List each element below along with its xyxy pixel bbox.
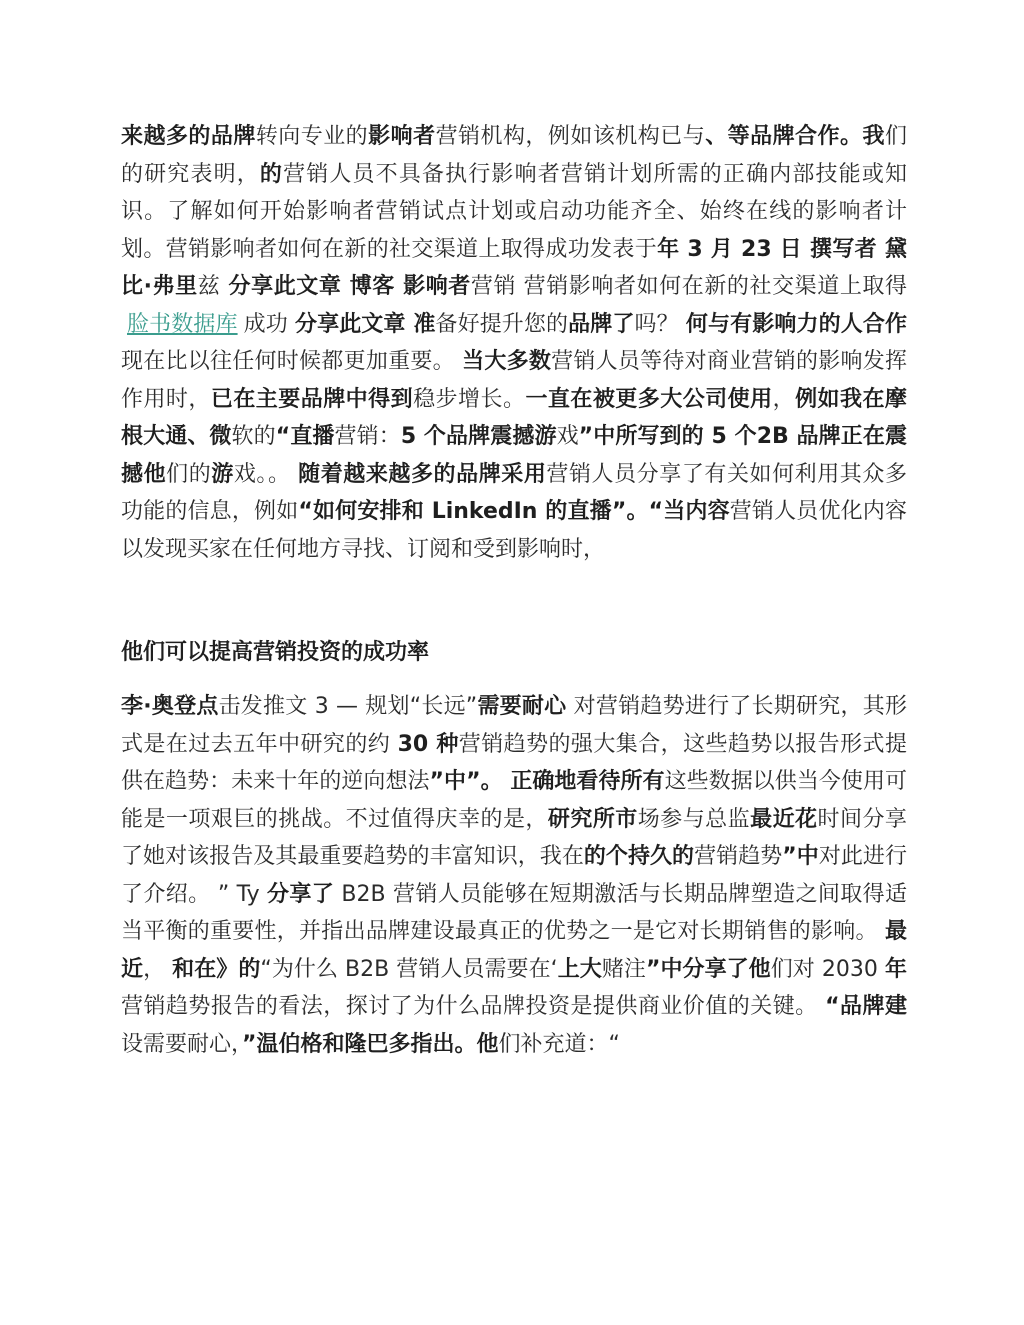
text-run: 击发推文 3 — 规划“长远” bbox=[218, 694, 478, 719]
text-run: 时间分享了她对该报告及其最重要趋势的丰富知识，我在 bbox=[121, 806, 907, 869]
bold-text-run: 的 bbox=[259, 161, 284, 187]
bold-text-run: 研究所市 bbox=[547, 806, 638, 832]
text-run: 转向专业的 bbox=[255, 124, 369, 149]
bold-text-run: 上大 bbox=[557, 956, 602, 982]
text-run: 营销趋势报告的看法，探讨了为什么品牌投资是提供商业价值的关键。 bbox=[121, 994, 826, 1019]
text-run: B2B 营销人员能够在短期激活与长期品牌塑造之间取得适当平衡的重要性，并指出品牌建设最真正的优势之一是它对长期销售的影响。 bbox=[121, 881, 907, 944]
bold-text-run: 已在主要品牌中得到 bbox=[210, 386, 414, 412]
bold-text-run: 品牌了 bbox=[568, 311, 635, 337]
bold-text-run: ”中所写到的 5 个2B 品牌正在震撼他 bbox=[121, 424, 907, 487]
text-run: 营销趋势 bbox=[694, 844, 783, 869]
text-run: 们的 bbox=[166, 461, 212, 487]
text-run: 兹 bbox=[197, 274, 221, 299]
text-run: 吗？ bbox=[634, 311, 686, 337]
text-run: 对此进行了介绍。 ” Ty bbox=[121, 844, 907, 907]
text-run: 营销人员优化内容以发现买家在任何地方寻找、订阅和受到影响时， bbox=[121, 499, 907, 562]
bold-text-run: ”中分享了他 bbox=[645, 956, 771, 982]
text-run: 营销： bbox=[334, 424, 401, 449]
bold-text-run: 分享此文章 准 bbox=[294, 311, 436, 337]
inline-link[interactable]: 脸书数据库 bbox=[127, 311, 238, 337]
document-page bbox=[121, 118, 907, 1063]
bold-text-run: 一直在被更多大公司使用 bbox=[525, 386, 773, 412]
bold-text-run: 年 bbox=[884, 956, 907, 982]
bold-text-run: 影响者 bbox=[368, 124, 436, 149]
text-run: 戏 bbox=[556, 424, 579, 449]
bold-text-run: ”中”。 正确地看待所有 bbox=[429, 769, 665, 794]
bold-text-run: “品牌建 bbox=[825, 994, 908, 1019]
bold-text-run: 需要耐心 bbox=[477, 694, 567, 719]
bold-text-run: ”温伯格和隆巴多指出。他 bbox=[242, 1031, 499, 1057]
text-run: 赌注 bbox=[601, 956, 646, 982]
bold-text-run: 分享此文章 博客 影响者 bbox=[220, 274, 471, 299]
bold-text-run: 何与有影响力的人合作 bbox=[685, 311, 907, 337]
text-run: 对营销趋势进行了长期研究，其形式是在过去五年中研究的约 bbox=[121, 694, 907, 757]
bold-text-run: ”中 bbox=[782, 844, 819, 869]
text-run: 们的研究表明， bbox=[121, 124, 907, 187]
text-run: 营销人员等待对商业营销的影响发挥作用时， bbox=[121, 349, 907, 412]
text-run: 们对 2030 bbox=[770, 956, 885, 982]
bold-text-run: 最近 bbox=[121, 919, 907, 982]
text-run: ， bbox=[772, 386, 796, 412]
bold-text-run: 年 3 月 23 日 撰写者 黛比·弗里 bbox=[121, 236, 907, 299]
text-run: ， bbox=[143, 956, 173, 982]
bold-text-run: “如何安排和 LinkedIn 的直播”。“当内容 bbox=[298, 499, 730, 524]
text-run: 营销人员不具备执行影响者营销计划所需的正确内部技能或知识。了解如何开始影响者营销试点计划或启动功能齐全、始终在线的影响者计划。营销影响者如何在新的社交渠道上取得成功发表于 bbox=[121, 161, 907, 262]
text-run: 场参与总监 bbox=[637, 806, 751, 832]
text-run: 成功 bbox=[243, 311, 295, 337]
text-run: 软的 bbox=[231, 424, 276, 449]
bold-text-run: 游 bbox=[211, 461, 234, 487]
text-run: 戏。。 bbox=[233, 461, 299, 487]
text-run: 营销趋势的强大集合，这些趋势以报告形式提供在趋势：未来十年的逆向想法 bbox=[121, 731, 907, 794]
text-run: 这些数据以供当今使用可能是一项艰巨的挑战。不过值得庆幸的是， bbox=[121, 769, 907, 832]
body-paragraph-1 bbox=[121, 118, 907, 568]
text-run: 营销 营销影响者如何在新的社交渠道上取得 bbox=[470, 274, 907, 299]
bold-text-run: 随着越来越多的品牌采用 bbox=[298, 461, 547, 487]
text-run: “为什么 B2B 营销人员需要在‘ bbox=[260, 956, 558, 982]
bold-text-run: 例如我在摩根大通、微 bbox=[121, 386, 907, 449]
text-run: 设需要耐心， bbox=[121, 1031, 243, 1057]
text-run: 备好提升您的 bbox=[435, 311, 569, 337]
bold-text-run: 的个持久的 bbox=[583, 844, 695, 869]
bold-text-run: 当大多数 bbox=[462, 349, 552, 374]
text-run: 稳步增长。 bbox=[413, 386, 526, 412]
text-run: 们补充道：“ bbox=[498, 1031, 620, 1057]
bold-text-run: 来越多的品牌 bbox=[121, 124, 256, 149]
bold-text-run: 最近花 bbox=[750, 806, 818, 832]
bold-text-run: 和在》的 bbox=[172, 956, 261, 982]
bold-text-run: “直播 bbox=[275, 424, 335, 449]
text-run: 营销机构，例如该机构已与 bbox=[435, 124, 706, 149]
bold-text-run: 李·奥登点 bbox=[121, 694, 219, 719]
text-run: 现在比以往任何时候都更加重要。 bbox=[121, 349, 463, 374]
bold-text-run: 、等品牌合作。我 bbox=[705, 124, 885, 149]
body-paragraph-2 bbox=[121, 688, 907, 1063]
bold-text-run: 分享了 bbox=[266, 881, 335, 907]
text-run: 营销人员分享了有关如何利用其众多功能的信息，例如 bbox=[121, 461, 907, 524]
bold-text-run: 30 种 bbox=[397, 731, 459, 757]
section-heading: 他们可以提高营销投资的成功率 bbox=[121, 640, 430, 665]
bold-text-run: 5 个品牌震撼游 bbox=[400, 424, 557, 449]
